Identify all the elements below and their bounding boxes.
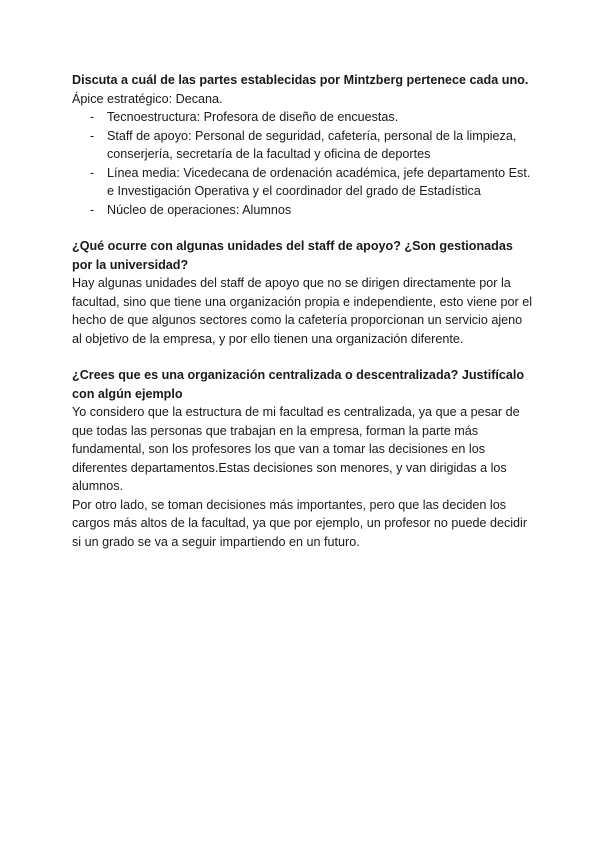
section-mintzberg (72, 71, 532, 219)
parts-list (72, 108, 532, 219)
list-item (72, 127, 532, 164)
apex-line: Ápice estratégico: Decana. (72, 91, 223, 106)
section-staff-apoyo (72, 237, 532, 348)
list-item-text: Tecnoestructura: Profesora de diseño de encuestas. (107, 110, 399, 124)
list-item-text: Staff de apoyo: Personal de seguridad, cafetería, personal de la limpieza, conserjería, secretaría de la facultad y oficina de deportes (107, 128, 517, 161)
list-item-text: Línea media: Vicedecana de ordenación académica, jefe departamento Est. e Investigación Operativa y el coordinador del grado de Estadística (107, 165, 531, 198)
list-marker: - (90, 110, 95, 124)
section-heading: Discuta a cuál de las partes establecidas por Mintzberg pertenece cada uno. (72, 73, 529, 87)
list-item (72, 164, 532, 201)
section-heading: ¿Crees que es una organización centralizada o descentralizada? Justifícalo con algún ejemplo (72, 368, 525, 401)
list-item (72, 201, 532, 220)
list-item (72, 108, 532, 127)
section-body: Yo considero que la estructura de mi facultad es centralizada, ya que a pesar de que todas las personas que trabajan en la empresa, forman la parte más fundamental, son los profesores los que van a tomar las decisiones en los diferentes departamentos.Estas decisiones son menores, y van dirigidas a los alumnos. (72, 405, 520, 493)
section-body: Por otro lado, se toman decisiones más importantes, pero que las deciden los cargos más altos de la facultad, ya que por ejemplo, un profesor no puede decidir si un grado se va a seguir impartiendo en un futuro. (72, 497, 528, 549)
list-marker: - (90, 165, 95, 180)
section-body: Hay algunas unidades del staff de apoyo que no se dirigen directamente por la facultad, sino que tiene una organización propia e independiente, esto viene por el hecho de que algunos sectores como la cafetería proporcionan un servicio ajeno al objetivo de la empresa, y por ello tienen una organización diferente. (72, 276, 533, 346)
document-page (72, 71, 532, 569)
section-centralizacion (72, 366, 532, 551)
section-heading: ¿Qué ocurre con algunas unidades del staff de apoyo? ¿Son gestionadas por la universidad? (72, 239, 513, 272)
list-marker: - (90, 128, 95, 143)
list-marker: - (90, 202, 95, 217)
list-item-text: Núcleo de operaciones: Alumnos (107, 202, 292, 217)
